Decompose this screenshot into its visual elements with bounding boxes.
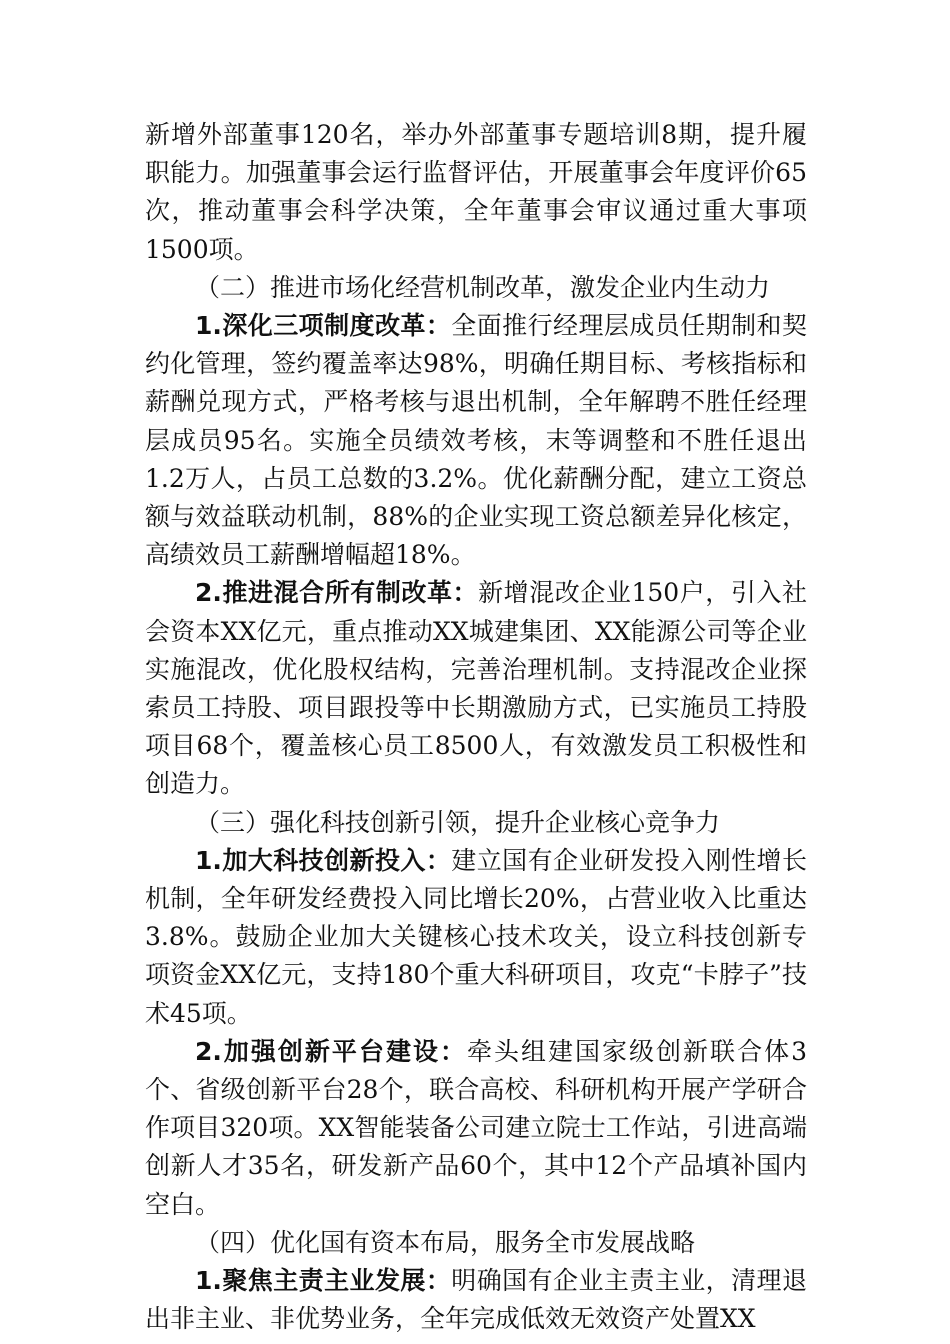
- paragraph-text: 新增混改企业150户，引入社会资本XX亿元，重点推动XX城建集团、XX能源公司等企业实施混改，优化股权结构，完善治理机制。支持混改企业探索员工持股、项目跟投等中长期激励方式，已实施员工持股项目68个，覆盖核心员工8500人，有效激发员工积极性和创造力。: [145, 578, 807, 799]
- section-heading-3: [145, 804, 807, 842]
- paragraph-innovation-platform: [145, 1033, 807, 1224]
- section-heading-4: [145, 1224, 807, 1262]
- heading-text: （二）推进市场化经营机制改革，激发企业内生动力: [195, 272, 771, 302]
- item-lead: 1.加大科技创新投入：: [195, 845, 452, 875]
- heading-text: （三）强化科技创新引领，提升企业核心竞争力: [195, 807, 721, 837]
- paragraph-text: 明确国有企业主责主业，清理退出非主业、非优势业务，全年完成低效无效资产处置XX: [145, 1266, 807, 1334]
- paragraph-text: 新增外部董事120名，举办外部董事专题培训8期，提升履职能力。加强董事会运行监督评估，开展董事会年度评价65次，推动董事会科学决策，全年董事会审议通过重大事项1500项。: [145, 120, 807, 264]
- paragraph-three-systems-reform: [145, 307, 807, 574]
- heading-text: （四）优化国有资本布局，服务全市发展战略: [195, 1227, 696, 1257]
- item-lead: 1.深化三项制度改革：: [195, 311, 452, 341]
- document-page: [145, 116, 807, 1339]
- paragraph-rd-investment: [145, 842, 807, 1033]
- section-heading-2: [145, 269, 807, 307]
- paragraph-text: 全面推行经理层成员任期制和契约化管理，签约覆盖率达98%，明确任期目标、考核指标和薪酬兑现方式，严格考核与退出机制，全年解聘不胜任经理层成员95名。实施全员绩效考核，末等调整和不胜任退出1.2万人，占员工总数的3.2%。优化薪酬分配，建立工资总额与效益联动机制，88%的企业实现工资总额差异化核定，高绩效员工薪酬增幅超18%。: [145, 311, 807, 570]
- paragraph-core-business: [145, 1262, 807, 1338]
- item-lead: 2.推进混合所有制改革：: [195, 578, 479, 608]
- paragraph-text: 建立国有企业研发投入刚性增长机制，全年研发经费投入同比增长20%，占营业收入比重达3.8%。鼓励企业加大关键核心技术攻关，设立科技创新专项资金XX亿元，支持180个重大科研项目，攻克“卡脖子”技术45项。: [145, 845, 807, 1028]
- item-lead: 1.聚焦主责主业发展：: [195, 1266, 452, 1296]
- item-lead: 2.加强创新平台建设：: [195, 1036, 467, 1066]
- paragraph-mixed-ownership-reform: [145, 574, 807, 803]
- paragraph-board-summary: [145, 116, 807, 269]
- paragraph-text: 牵头组建国家级创新联合体3个、省级创新平台28个，联合高校、科研机构开展产学研合作项目320项。XX智能装备公司建立院士工作站，引进高端创新人才35名，研发新产品60个，其中12个产品填补国内空白。: [145, 1036, 807, 1219]
